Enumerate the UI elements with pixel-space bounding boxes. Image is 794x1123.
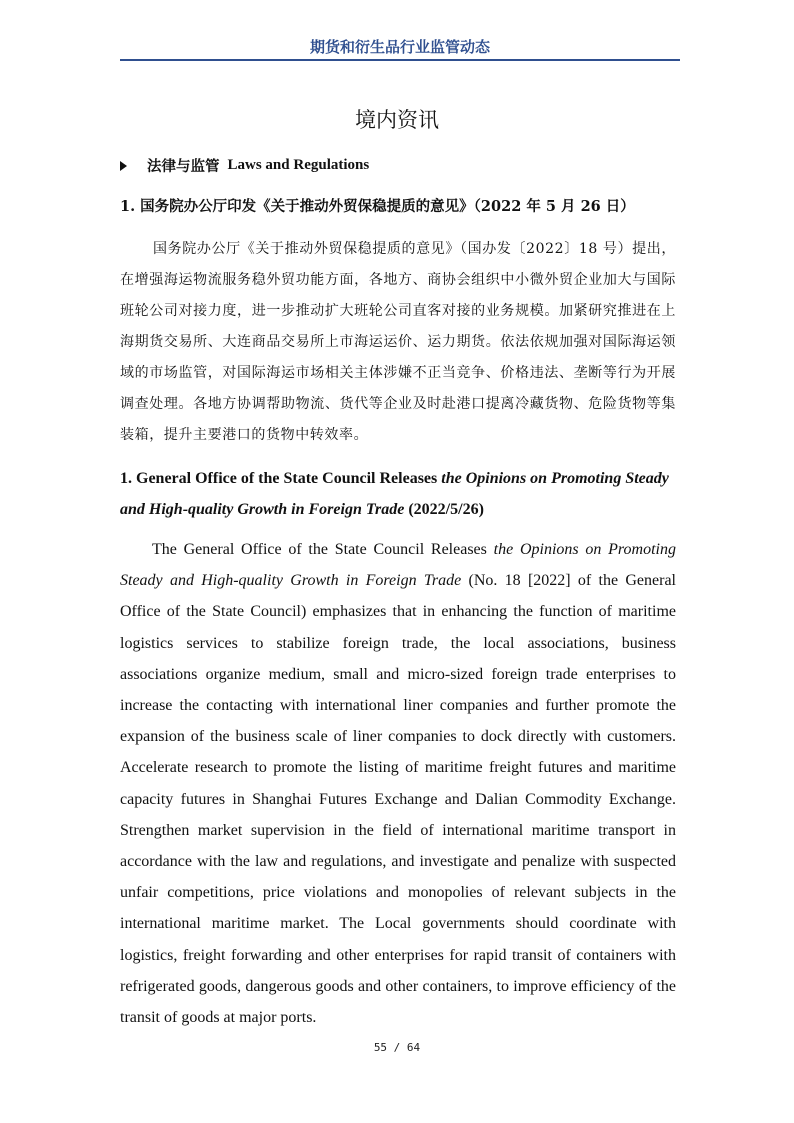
heading-date: (2022/5/26): [404, 501, 484, 518]
subsection-en: Laws and Regulations: [227, 157, 370, 173]
arrow-bullet-icon: [120, 161, 127, 171]
heading-prefix: 1. General Office of the State Council Releases: [120, 470, 442, 487]
heading-doc-title: the Opinions on Promoting Steady and High-quality Growth in Foreign Trade: [120, 470, 669, 518]
body-prefix: The General Office of the State Council Releases: [152, 541, 494, 558]
item-heading-zh: 1. 国务院办公厅印发《关于推动外贸保稳提质的意见》（2022 年 5 月 26 日）: [120, 198, 635, 215]
subsection-heading: [120, 155, 369, 176]
page-number: 55 / 64: [373, 1041, 421, 1054]
body-rest: (No. 18 [2022] of the General Office of the State Council) emphasizes that in enhancing the function of maritime logistics services to stabilize foreign trade, the local associations, business associations organize medium, small and micro-sized foreign trade enterprises to increase the contacting with international liner companies and further promote the expansion of the business scale of liner companies to dock directly with customers. Accelerate research to promote the listing of maritime freight futures and maritime capacity futures in Shanghai Futures Exchange and Dalian Commodity Exchange. Strengthen market supervision in the field of international maritime transport in accordance with the law and regulations, and investigate and penalize with suspected unfair competitions, price violations and monopolies of relevant subjects in the international maritime market. The Local governments should coordinate with logistics, freight forwarding and other enterprises for rapid transit of containers with refrigerated goods, dangerous goods and other containers, to improve efficiency of the transit of goods at major ports.: [120, 572, 676, 1027]
subsection-zh: 法律与监管: [147, 158, 220, 175]
running-header-title: 期货和衍生品行业监管动态: [309, 38, 490, 56]
body-doc-title: the Opinions on Promoting Steady and High-quality Growth in Foreign Trade: [120, 541, 676, 590]
item-body-zh: 国务院办公厅《关于推动外贸保稳提质的意见》（国办发〔2022〕18 号）提出，在增强海运物流服务稳外贸功能方面，各地方、商协会组织中小微外贸企业加大与国际班轮公司对接力度，进一步推动扩大班轮公司直客对接的业务规模。加紧研究推进在上海期货交易所、大连商品交易所上市海运运价、运力期货。依法依规加强对国际海运领域的市场监管，对国际海运市场相关主体涉嫌不正当竞争、价格违法、垄断等行为开展调查处理。各地方协调帮助物流、货代等企业及时赴港口提离冷藏货物、危险货物等集装箱，提升主要港口的货物中转效率。: [120, 241, 676, 443]
item-heading-en: [120, 463, 680, 525]
item-body-en: [120, 534, 676, 1033]
header-rule: [120, 59, 680, 61]
section-title: 境内资讯: [355, 108, 439, 132]
